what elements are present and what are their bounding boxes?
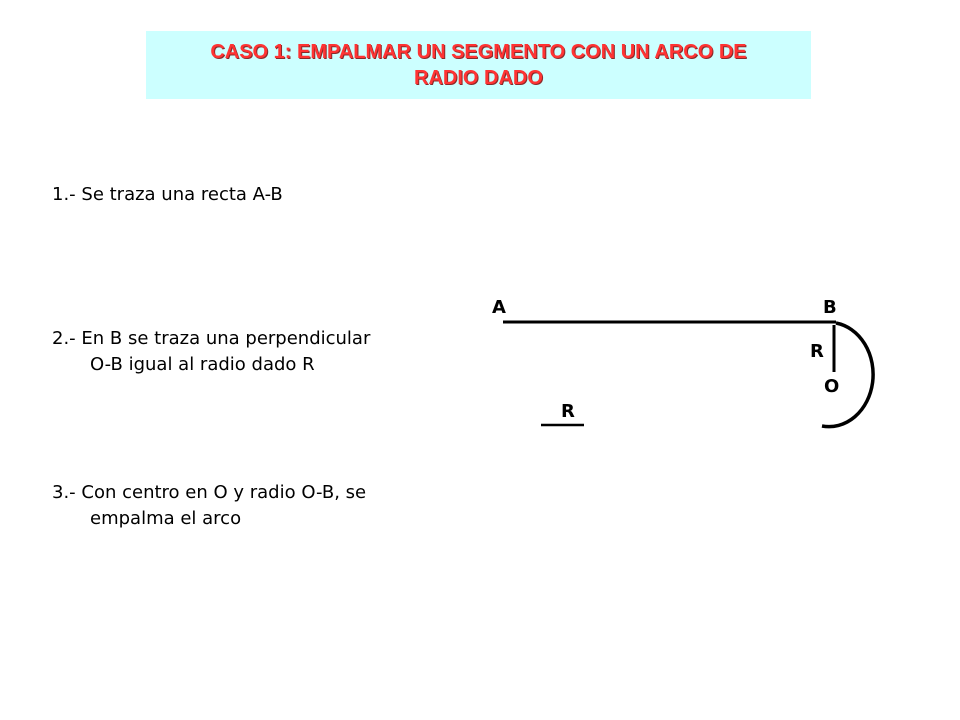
label-o: O bbox=[824, 376, 840, 397]
step-3-line-2: empalma el arco bbox=[90, 508, 242, 529]
step-3-line-1: 3.- Con centro en O y radio O-B, se bbox=[52, 482, 367, 503]
title-line-1: CASO 1: EMPALMAR UN SEGMENTO CON UN ARCO DE bbox=[210, 41, 747, 63]
step-1-text: 1.- Se traza una recta A-B bbox=[52, 184, 283, 205]
title-line-2: RADIO DADO bbox=[414, 67, 543, 89]
label-r-given: R bbox=[561, 401, 575, 422]
fillet-arc bbox=[822, 323, 873, 427]
label-r-radius: R bbox=[810, 341, 824, 362]
label-b: B bbox=[823, 297, 837, 318]
step-2-line-1: 2.- En B se traza una perpendicular bbox=[52, 328, 371, 349]
label-a: A bbox=[492, 297, 506, 318]
step-2-line-2: O-B igual al radio dado R bbox=[90, 354, 315, 375]
